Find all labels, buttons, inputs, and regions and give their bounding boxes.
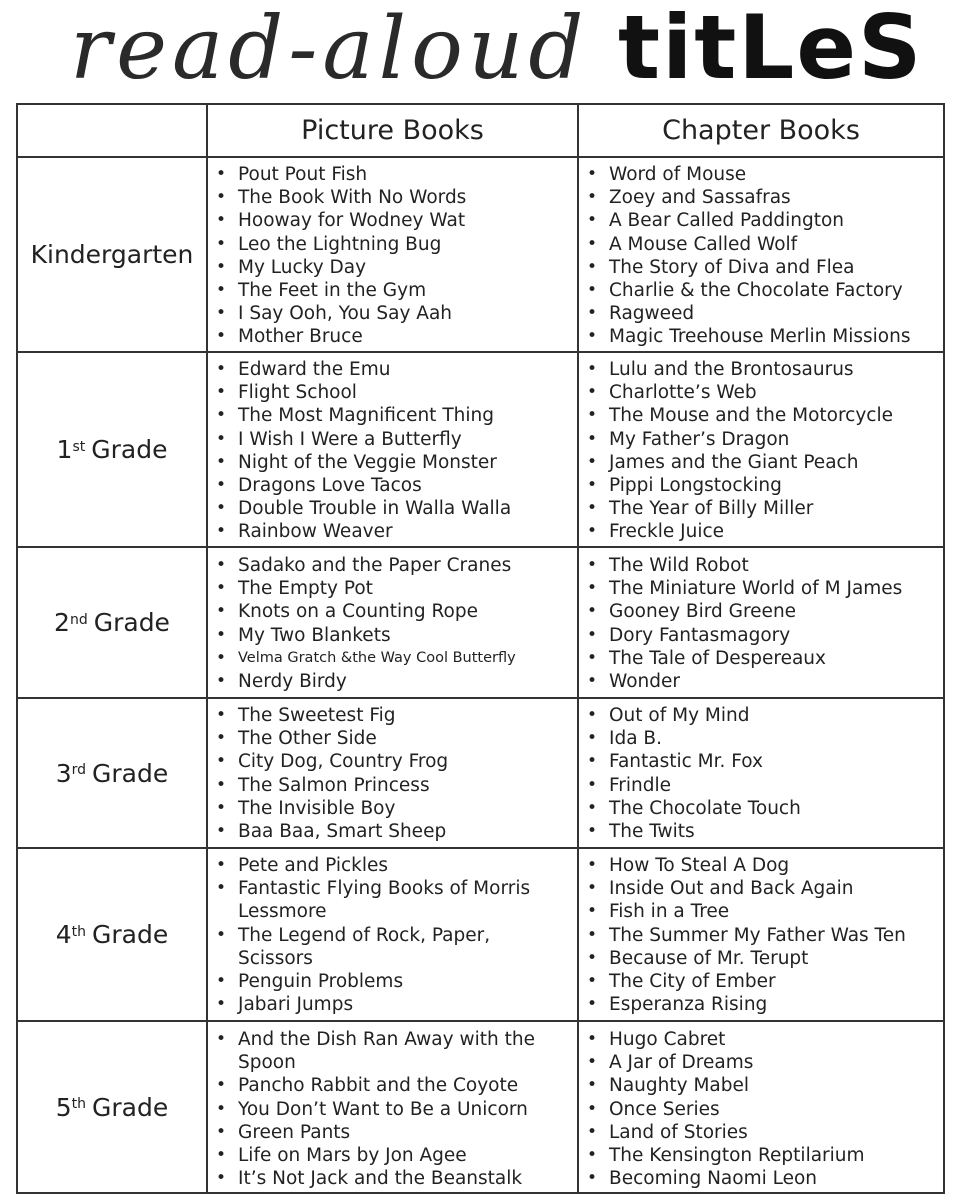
- list-item: • Flight School: [210, 381, 511, 404]
- grade-word: Grade: [93, 608, 170, 637]
- list-item: • The Tale of Despereaux: [581, 647, 902, 670]
- list-item: • Jabari Jumps: [210, 993, 540, 1016]
- picture-list-1st: [210, 358, 511, 544]
- list-item: • Ida B.: [581, 727, 801, 750]
- list-item: • The Mouse and the Motorcycle: [581, 404, 893, 427]
- page-title: [0, 0, 961, 100]
- list-item: • My Two Blankets: [210, 624, 516, 647]
- list-item: • I Say Ooh, You Say Aah: [210, 302, 466, 325]
- list-item: • Inside Out and Back Again: [581, 877, 906, 900]
- list-item: • Sadako and the Paper Cranes: [210, 554, 516, 577]
- list-item: • The City of Ember: [581, 970, 906, 993]
- list-item: • Edward the Emu: [210, 358, 511, 381]
- header-picture-books: Picture Books: [301, 115, 484, 146]
- list-item: • Esperanza Rising: [581, 993, 906, 1016]
- list-item: • City Dog, Country Frog: [210, 750, 448, 773]
- list-item: • Leo the Lightning Bug: [210, 233, 466, 256]
- list-item: • Double Trouble in Walla Walla: [210, 497, 511, 520]
- list-item: • Velma Gratch &the Way Cool Butterfly: [210, 647, 516, 670]
- grade-number: 4: [55, 920, 72, 949]
- list-item: • Because of Mr. Terupt: [581, 947, 906, 970]
- list-item: • Knots on a Counting Rope: [210, 600, 516, 623]
- list-item: • The Empty Pot: [210, 577, 516, 600]
- reading-table: [16, 103, 945, 1194]
- list-item: • The Other Side: [210, 727, 448, 750]
- list-item: • Green Pants: [210, 1121, 560, 1144]
- list-item: • Becoming Naomi Leon: [581, 1167, 865, 1190]
- list-item: • Rainbow Weaver: [210, 520, 511, 543]
- grade-suffix-sup: rd: [71, 762, 87, 778]
- list-item: • The Miniature World of M James: [581, 577, 902, 600]
- picture-list-5th: [210, 1028, 560, 1190]
- grade-number: 5: [55, 1092, 72, 1122]
- chapter-list-kindergarten: [581, 163, 910, 349]
- list-item: • Baa Baa, Smart Sheep: [210, 820, 448, 843]
- list-item: • Dory Fantasmagory: [581, 624, 902, 647]
- list-item: • Hugo Cabret: [581, 1028, 865, 1051]
- picture-list-4th: [210, 854, 540, 1016]
- list-item: • The Sweetest Fig: [210, 704, 448, 727]
- list-item: • A Mouse Called Wolf: [581, 233, 910, 256]
- list-item: • Wonder: [581, 670, 902, 693]
- list-item: • Word of Mouse: [581, 163, 910, 186]
- list-item: • The Story of Diva and Flea: [581, 256, 910, 279]
- list-item: • Fantastic Mr. Fox: [581, 750, 801, 773]
- list-item: • The Book With No Words: [210, 186, 466, 209]
- grade-word: Grade: [92, 1092, 169, 1122]
- list-item: • Out of My Mind: [581, 704, 801, 727]
- list-item: • Naughty Mabel: [581, 1074, 865, 1097]
- chapter-list-4th: [581, 854, 906, 1016]
- grade-suffix-sup: th: [71, 923, 87, 940]
- list-item: • Ragweed: [581, 302, 910, 325]
- grade-suffix-sup: st: [72, 438, 86, 455]
- chapter-list-3rd: [581, 704, 801, 843]
- list-item: • It’s Not Jack and the Beanstalk: [210, 1167, 560, 1190]
- column-divider: [577, 105, 579, 1192]
- list-item: • You Don’t Want to Be a Unicorn: [210, 1098, 560, 1121]
- grade-label-2nd: [18, 548, 206, 697]
- list-item: • Gooney Bird Greene: [581, 600, 902, 623]
- title-bold: titLeS: [618, 0, 924, 99]
- grade-suffix-sup: th: [71, 1096, 87, 1112]
- list-item: • Night of the Veggie Monster: [210, 451, 511, 474]
- list-item: • The Twits: [581, 820, 801, 843]
- list-item: • A Bear Called Paddington: [581, 209, 910, 232]
- chapter-list-2nd: [581, 554, 902, 693]
- list-item: • Life on Mars by Jon Agee: [210, 1144, 560, 1167]
- grade-word: Grade: [92, 758, 169, 788]
- list-item: • Pout Pout Fish: [210, 163, 466, 186]
- grade-label-4th: [18, 849, 206, 1020]
- list-item: • And the Dish Ran Away with the Spoon: [210, 1028, 560, 1074]
- header-chapter-books: Chapter Books: [662, 115, 860, 146]
- list-item: • The Most Magnificent Thing: [210, 404, 511, 427]
- grade-number: 2: [54, 608, 70, 637]
- list-item: • I Wish I Were a Butterfly: [210, 428, 511, 451]
- list-item: • Fantastic Flying Books of Morris Lessmore: [210, 877, 540, 923]
- list-item: • The Invisible Boy: [210, 797, 448, 820]
- grade-number: 1: [56, 435, 73, 464]
- list-item: • Pete and Pickles: [210, 854, 540, 877]
- list-item: • The Feet in the Gym: [210, 279, 466, 302]
- list-item: • Hooway for Wodney Wat: [210, 209, 466, 232]
- list-item: • Penguin Problems: [210, 970, 540, 993]
- list-item: • Pippi Longstocking: [581, 474, 893, 497]
- list-item: • Magic Treehouse Merlin Missions: [581, 325, 910, 348]
- list-item: • Charlotte’s Web: [581, 381, 893, 404]
- list-item: • Freckle Juice: [581, 520, 893, 543]
- grade-suffix-sup: nd: [69, 611, 88, 628]
- list-item: • Charlie & the Chocolate Factory: [581, 279, 910, 302]
- list-item: • The Legend of Rock, Paper, Scissors: [210, 924, 540, 970]
- list-item: • Pancho Rabbit and the Coyote: [210, 1074, 560, 1097]
- list-item: • James and the Giant Peach: [581, 451, 893, 474]
- grade-number: 3: [55, 758, 72, 788]
- title-script: read-aloud: [70, 0, 589, 99]
- grade-label-kindergarten: [18, 158, 206, 351]
- list-item: • Once Series: [581, 1098, 865, 1121]
- picture-list-2nd: [210, 554, 516, 693]
- grade-label-1st: [18, 353, 206, 546]
- list-item: • Lulu and the Brontosaurus: [581, 358, 893, 381]
- column-divider: [206, 105, 208, 1192]
- list-item: • Fish in a Tree: [581, 900, 906, 923]
- chapter-list-1st: [581, 358, 893, 544]
- grade-label-5th: [18, 1022, 206, 1192]
- list-item: • My Lucky Day: [210, 256, 466, 279]
- list-item: • The Kensington Reptilarium: [581, 1144, 865, 1167]
- list-item: • The Wild Robot: [581, 554, 902, 577]
- list-item: • Frindle: [581, 774, 801, 797]
- grade-label-3rd: [18, 699, 206, 847]
- list-item: • The Year of Billy Miller: [581, 497, 893, 520]
- list-item: • The Chocolate Touch: [581, 797, 801, 820]
- list-item: • A Jar of Dreams: [581, 1051, 865, 1074]
- list-item: • The Summer My Father Was Ten: [581, 924, 906, 947]
- list-item: • Dragons Love Tacos: [210, 474, 511, 497]
- picture-list-3rd: [210, 704, 448, 843]
- list-item: • Nerdy Birdy: [210, 670, 516, 693]
- list-item: • Mother Bruce: [210, 325, 466, 348]
- list-item: • Land of Stories: [581, 1121, 865, 1144]
- chapter-list-5th: [581, 1028, 865, 1190]
- list-item: • My Father’s Dragon: [581, 428, 893, 451]
- grade-text: Kindergarten: [30, 240, 194, 269]
- picture-list-kindergarten: [210, 163, 466, 349]
- list-item: • Zoey and Sassafras: [581, 186, 910, 209]
- list-item: • The Salmon Princess: [210, 774, 448, 797]
- grade-word: Grade: [91, 435, 168, 464]
- list-item: • How To Steal A Dog: [581, 854, 906, 877]
- grade-word: Grade: [92, 920, 169, 949]
